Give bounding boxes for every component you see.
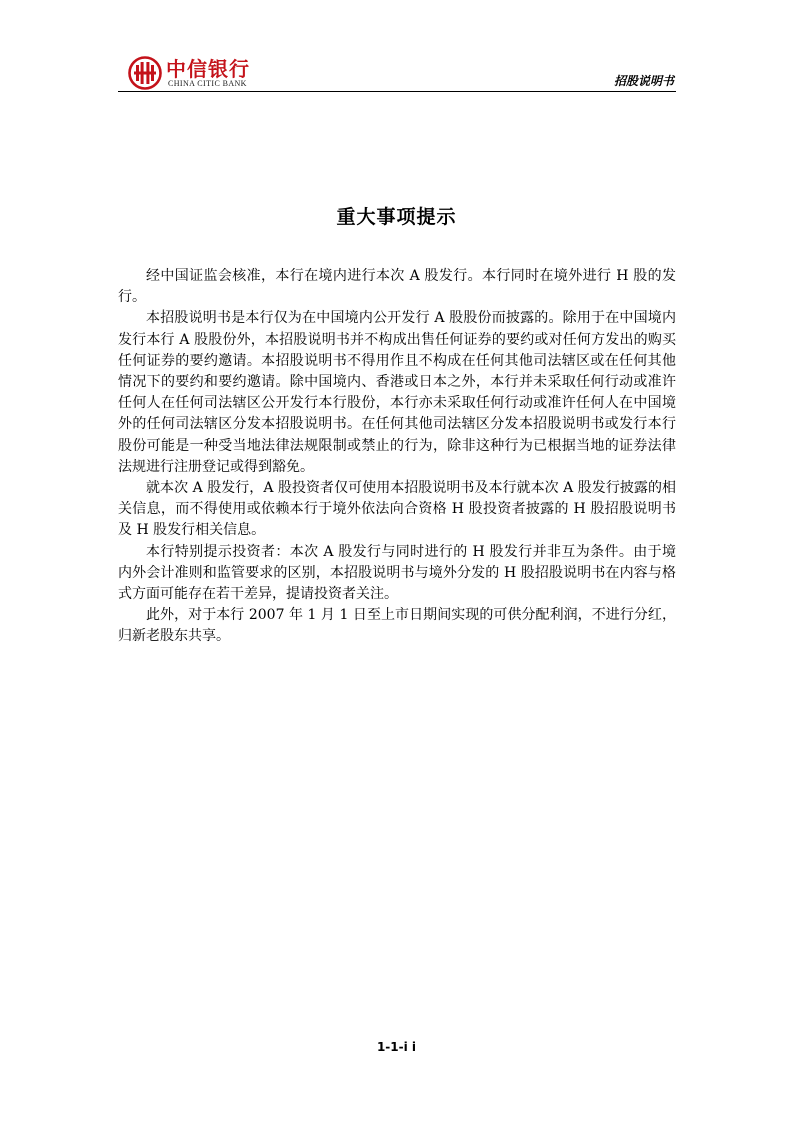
bank-name-en: CHINA CITIC BANK	[168, 79, 247, 88]
bank-logo	[128, 54, 328, 90]
header-divider	[118, 91, 676, 92]
document-type-label: 招股说明书	[613, 74, 674, 88]
paragraph-5: 此外，对于本行 2007 年 1 月 1 日至上市日期间实现的可供分配利润，不进行分红，归新老股东共享。	[118, 607, 676, 645]
page-number: 1-1-i i	[376, 1040, 417, 1054]
page-header	[118, 50, 676, 92]
page-title: 重大事项提示	[336, 206, 457, 228]
paragraph-1: 经中国证监会核准，本行在境内进行本次 A 股发行。本行同时在境外进行 H 股的发行。	[118, 268, 676, 306]
paragraph-3: 就本次 A 股发行，A 股投资者仅可使用本招股说明书及本行就本次 A 股发行披露的相关信息，而不得使用或依赖本行于境外依法向合资格 H 股投资者披露的 H 股招股说明书及 H 股发行相关信息。	[118, 480, 676, 539]
bank-name-cn: 中信银行	[166, 57, 250, 81]
paragraph-4: 本行特别提示投资者：本次 A 股发行与同时进行的 H 股发行并非互为条件。由于境内外会计准则和监管要求的区别，本招股说明书与境外分发的 H 股招股说明书在内容与格式方面可能存在若干差异，提请投资者关注。	[118, 543, 676, 603]
paragraph-2: 本招股说明书是本行仅为在中国境内公开发行 A 股股份而披露的。除用于在中国境内发行本行 A 股股份外，本招股说明书并不构成出售任何证券的要约或对任何方发出的购买任何证券的要约邀请。本招股说明书不得用作且不构成在任何其他司法辖区或在任何其他情况下的要约和要约邀请。除中国境内、香港或日本之外，本行并未采取任何行动或准许任何人在任何司法辖区公开发行本行股份，本行亦未采取任何行动或准许任何人在中国境外的任何司法辖区分发本招股说明书。在任何其他司法辖区分发本招股说明书或发行本行股份可能是一种受当地法律法规限制或禁止的行为，除非这种行为已根据当地的证券法律法规进行注册登记或得到豁免。	[118, 310, 676, 475]
citic-logo-icon	[128, 56, 162, 90]
document-body	[118, 266, 676, 648]
